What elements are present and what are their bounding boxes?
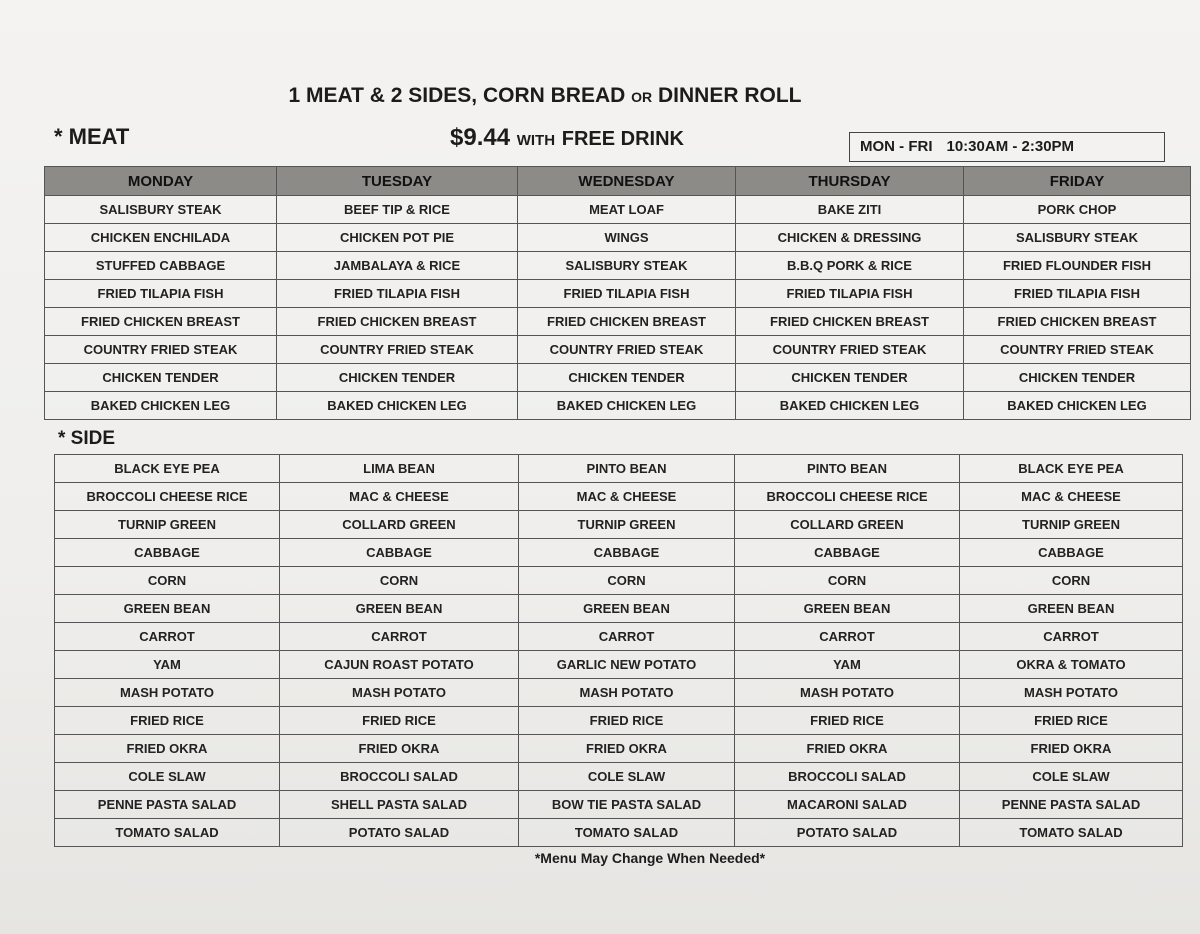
side-cell: BROCCOLI CHEESE RICE [735, 483, 960, 511]
side-cell: BLACK EYE PEA [55, 455, 280, 483]
side-cell: COLE SLAW [960, 763, 1183, 791]
meat-section-heading: * MEAT [54, 124, 130, 149]
side-cell: GREEN BEAN [55, 595, 280, 623]
side-cell: MAC & CHEESE [280, 483, 519, 511]
meat-row [45, 364, 1191, 392]
meat-cell: BAKED CHICKEN LEG [277, 392, 518, 420]
meat-cell: SALISBURY STEAK [45, 196, 277, 224]
side-cell: FRIED RICE [519, 707, 735, 735]
meat-cell: FRIED TILAPIA FISH [964, 280, 1191, 308]
price-with: WITH [516, 132, 556, 149]
meat-cell: COUNTRY FRIED STEAK [736, 336, 964, 364]
side-cell: COLE SLAW [519, 763, 735, 791]
meat-cell: COUNTRY FRIED STEAK [964, 336, 1191, 364]
side-cell: FRIED OKRA [280, 735, 519, 763]
meat-cell: FRIED CHICKEN BREAST [736, 308, 964, 336]
side-cell: MASH POTATO [55, 679, 280, 707]
meat-cell: FRIED TILAPIA FISH [45, 280, 277, 308]
meat-cell: PORK CHOP [964, 196, 1191, 224]
meat-row [45, 280, 1191, 308]
side-cell: BROCCOLI CHEESE RICE [55, 483, 280, 511]
side-row [55, 735, 1183, 763]
meat-row [45, 196, 1191, 224]
side-cell: CAJUN ROAST POTATO [280, 651, 519, 679]
side-cell: TOMATO SALAD [519, 819, 735, 847]
meat-cell: CHICKEN TENDER [45, 364, 277, 392]
side-cell: CARROT [55, 623, 280, 651]
side-cell: CORN [519, 567, 735, 595]
side-row [55, 511, 1183, 539]
side-cell: COLLARD GREEN [280, 511, 519, 539]
meat-cell: FRIED TILAPIA FISH [518, 280, 736, 308]
meat-cell: BAKE ZITI [736, 196, 964, 224]
side-cell: FRIED RICE [280, 707, 519, 735]
side-cell: BOW TIE PASTA SALAD [519, 791, 735, 819]
side-cell: MASH POTATO [280, 679, 519, 707]
day-header: MONDAY [45, 167, 277, 196]
meat-cell: FRIED TILAPIA FISH [736, 280, 964, 308]
side-row [55, 483, 1183, 511]
side-row [55, 567, 1183, 595]
meat-cell: FRIED CHICKEN BREAST [964, 308, 1191, 336]
meat-cell: B.B.Q PORK & RICE [736, 252, 964, 280]
side-row [55, 455, 1183, 483]
side-cell: MAC & CHEESE [519, 483, 735, 511]
menu-footer-note: *Menu May Change When Needed* [534, 850, 766, 866]
side-cell: PINTO BEAN [735, 455, 960, 483]
side-cell: CABBAGE [280, 539, 519, 567]
day-header: FRIDAY [964, 167, 1191, 196]
side-cell: FRIED RICE [55, 707, 280, 735]
meat-cell: CHICKEN ENCHILADA [45, 224, 277, 252]
side-cell: TURNIP GREEN [960, 511, 1183, 539]
meat-cell: FRIED FLOUNDER FISH [964, 252, 1191, 280]
menu-title [0, 84, 1090, 108]
meat-cell: COUNTRY FRIED STEAK [45, 336, 277, 364]
side-cell: FRIED RICE [960, 707, 1183, 735]
hours-time: 10:30AM - 2:30PM [946, 138, 1075, 155]
meat-cell: WINGS [518, 224, 736, 252]
side-cell: GREEN BEAN [960, 595, 1183, 623]
side-cell: MAC & CHEESE [960, 483, 1183, 511]
side-section-heading: * SIDE [58, 428, 116, 449]
meat-row [45, 392, 1191, 420]
side-cell: OKRA & TOMATO [960, 651, 1183, 679]
side-row [55, 651, 1183, 679]
meat-cell: CHICKEN TENDER [518, 364, 736, 392]
side-cell: GREEN BEAN [735, 595, 960, 623]
day-header: THURSDAY [736, 167, 964, 196]
side-cell: TOMATO SALAD [55, 819, 280, 847]
side-cell: MASH POTATO [735, 679, 960, 707]
side-cell: FRIED RICE [735, 707, 960, 735]
side-cell: SHELL PASTA SALAD [280, 791, 519, 819]
side-cell: CARROT [960, 623, 1183, 651]
meat-row [45, 308, 1191, 336]
meat-cell: SALISBURY STEAK [964, 224, 1191, 252]
meat-cell: BAKED CHICKEN LEG [964, 392, 1191, 420]
side-cell: POTATO SALAD [280, 819, 519, 847]
side-cell: CABBAGE [735, 539, 960, 567]
side-cell: TURNIP GREEN [55, 511, 280, 539]
side-cell: BLACK EYE PEA [960, 455, 1183, 483]
side-cell: GREEN BEAN [280, 595, 519, 623]
meat-cell: BAKED CHICKEN LEG [518, 392, 736, 420]
side-cell: CARROT [735, 623, 960, 651]
meat-row [45, 336, 1191, 364]
day-header: WEDNESDAY [518, 167, 736, 196]
meat-cell: BAKED CHICKEN LEG [45, 392, 277, 420]
side-cell: PENNE PASTA SALAD [55, 791, 280, 819]
meat-cell: CHICKEN TENDER [964, 364, 1191, 392]
meat-row [45, 252, 1191, 280]
meat-cell: CHICKEN TENDER [736, 364, 964, 392]
side-cell: TURNIP GREEN [519, 511, 735, 539]
side-row [55, 595, 1183, 623]
side-cell: CABBAGE [55, 539, 280, 567]
side-cell: FRIED OKRA [55, 735, 280, 763]
side-cell: CORN [55, 567, 280, 595]
side-cell: CORN [735, 567, 960, 595]
side-cell: FRIED OKRA [735, 735, 960, 763]
meat-cell: COUNTRY FRIED STEAK [277, 336, 518, 364]
side-row [55, 763, 1183, 791]
title-part2: DINNER ROLL [658, 84, 802, 107]
side-row [55, 679, 1183, 707]
side-cell: MASH POTATO [519, 679, 735, 707]
side-cell: MACARONI SALAD [735, 791, 960, 819]
side-cell: COLE SLAW [55, 763, 280, 791]
meat-cell: BAKED CHICKEN LEG [736, 392, 964, 420]
meat-table [44, 166, 1191, 420]
side-cell: BROCCOLI SALAD [280, 763, 519, 791]
meat-cell: CHICKEN POT PIE [277, 224, 518, 252]
meat-cell: STUFFED CABBAGE [45, 252, 277, 280]
price-drink: FREE DRINK [561, 128, 684, 150]
meat-cell: JAMBALAYA & RICE [277, 252, 518, 280]
price-value: $9.44 [450, 124, 511, 151]
side-cell: CORN [280, 567, 519, 595]
hours-box [849, 132, 1165, 162]
side-cell: BROCCOLI SALAD [735, 763, 960, 791]
side-cell: YAM [735, 651, 960, 679]
meat-cell: CHICKEN & DRESSING [736, 224, 964, 252]
meat-cell: MEAT LOAF [518, 196, 736, 224]
side-cell: GARLIC NEW POTATO [519, 651, 735, 679]
hours-days: MON - FRI [860, 138, 933, 155]
day-header-row [45, 167, 1191, 196]
side-cell: YAM [55, 651, 280, 679]
meat-cell: BEEF TIP & RICE [277, 196, 518, 224]
side-cell: COLLARD GREEN [735, 511, 960, 539]
meat-cell: FRIED CHICKEN BREAST [277, 308, 518, 336]
meat-cell: FRIED CHICKEN BREAST [45, 308, 277, 336]
side-cell: TOMATO SALAD [960, 819, 1183, 847]
side-cell: CABBAGE [960, 539, 1183, 567]
side-cell: FRIED OKRA [519, 735, 735, 763]
side-cell: CABBAGE [519, 539, 735, 567]
side-row [55, 791, 1183, 819]
side-row [55, 819, 1183, 847]
title-or: OR [631, 89, 653, 105]
side-table [54, 454, 1183, 847]
side-cell: CORN [960, 567, 1183, 595]
side-cell: PENNE PASTA SALAD [960, 791, 1183, 819]
meat-cell: FRIED CHICKEN BREAST [518, 308, 736, 336]
side-cell: GREEN BEAN [519, 595, 735, 623]
side-row [55, 623, 1183, 651]
side-row [55, 707, 1183, 735]
side-cell: CARROT [519, 623, 735, 651]
meat-cell: SALISBURY STEAK [518, 252, 736, 280]
meat-cell: CHICKEN TENDER [277, 364, 518, 392]
meat-cell: FRIED TILAPIA FISH [277, 280, 518, 308]
meat-cell: COUNTRY FRIED STEAK [518, 336, 736, 364]
day-header: TUESDAY [277, 167, 518, 196]
title-part1: 1 MEAT & 2 SIDES, CORN BREAD [288, 84, 626, 107]
side-cell: CARROT [280, 623, 519, 651]
side-cell: MASH POTATO [960, 679, 1183, 707]
side-cell: FRIED OKRA [960, 735, 1183, 763]
side-cell: PINTO BEAN [519, 455, 735, 483]
side-cell: LIMA BEAN [280, 455, 519, 483]
side-row [55, 539, 1183, 567]
side-cell: POTATO SALAD [735, 819, 960, 847]
meat-row [45, 224, 1191, 252]
price-line [450, 124, 684, 152]
